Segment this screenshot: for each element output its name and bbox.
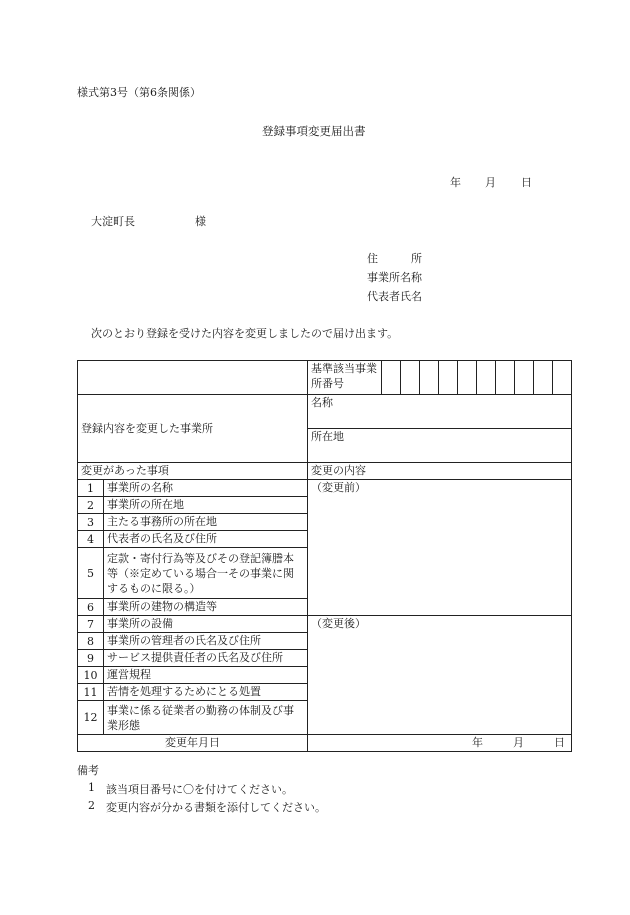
item-label: 定款・寄付行為等及びその登記簿謄本等（※定めている場合一その事業に関するものに限る。） (104, 548, 308, 599)
change-date-field[interactable] (308, 735, 572, 752)
change-date-label: 変更年月日 (78, 735, 308, 752)
items-header: 変更があった事項 (78, 463, 308, 480)
office-name-field[interactable] (308, 395, 572, 429)
item-label: 主たる事務所の所在地 (104, 514, 308, 531)
intro-text: 次のとおり登録を受けた内容を変更しましたので届け出ます。 (91, 327, 399, 340)
change-date-year: 年 (472, 736, 483, 749)
office-number-label: 基準該当事業所番号 (308, 361, 382, 395)
addressee-honorific: 様 (195, 215, 206, 228)
before-change-field[interactable] (308, 480, 572, 616)
content-header: 変更の内容 (308, 463, 572, 480)
office-number-digit-7[interactable] (496, 361, 515, 395)
change-form-table (77, 360, 572, 752)
note-number: 1 (88, 781, 95, 794)
before-label: （変更前） (311, 481, 366, 494)
change-date-day: 日 (554, 736, 565, 749)
representative-label: 代表者氏名 (367, 290, 422, 303)
item-number[interactable]: 8 (78, 633, 104, 650)
item-label: 事業所の建物の構造等 (104, 599, 308, 616)
item-label: 事業に係る従業者の勤務の体制及び事業形態 (104, 701, 308, 735)
note-text: 変更内容が分かる書類を添付してください。 (106, 801, 326, 814)
office-number-digit-5[interactable] (458, 361, 477, 395)
item-label: 事業所の名称 (104, 480, 308, 497)
addressee-name: 大淀町長 (91, 215, 135, 228)
item-number[interactable]: 12 (78, 701, 104, 735)
office-name-label: 事業所名称 (367, 271, 422, 284)
name-label: 名称 (311, 396, 333, 409)
location-label: 所在地 (311, 430, 344, 443)
form-id: 様式第3号（第6条関係） (77, 86, 201, 99)
after-change-field[interactable] (308, 616, 572, 735)
notes-heading: 備考 (77, 764, 99, 777)
item-number[interactable]: 1 (78, 480, 104, 497)
item-label: 事業所の所在地 (104, 497, 308, 514)
item-number[interactable]: 2 (78, 497, 104, 514)
item-label: 事業所の設備 (104, 616, 308, 633)
office-number-digit-6[interactable] (477, 361, 496, 395)
item-label: 代表者の氏名及び住所 (104, 531, 308, 548)
date-month: 月 (485, 176, 496, 189)
office-number-digit-4[interactable] (439, 361, 458, 395)
item-label: 事業所の管理者の氏名及び住所 (104, 633, 308, 650)
blank-cell (78, 361, 308, 395)
office-number-digit-1[interactable] (382, 361, 401, 395)
item-number[interactable]: 4 (78, 531, 104, 548)
note-number: 2 (88, 799, 95, 812)
office-number-digit-8[interactable] (515, 361, 534, 395)
item-number[interactable]: 3 (78, 514, 104, 531)
date-year: 年 (450, 176, 461, 189)
office-number-digit-3[interactable] (420, 361, 439, 395)
item-number[interactable]: 5 (78, 548, 104, 599)
page-title: 登録事項変更届出書 (262, 124, 366, 138)
item-number[interactable]: 11 (78, 684, 104, 701)
change-date-month: 月 (513, 736, 524, 749)
office-location-field[interactable] (308, 429, 572, 463)
office-number-digit-9[interactable] (534, 361, 553, 395)
item-number[interactable]: 6 (78, 599, 104, 616)
item-number[interactable]: 10 (78, 667, 104, 684)
office-number-digit-2[interactable] (401, 361, 420, 395)
changed-office-label: 登録内容を変更した事業所 (78, 395, 308, 463)
item-label: 運営規程 (104, 667, 308, 684)
item-label: 苦情を処理するためにとる処置 (104, 684, 308, 701)
item-number[interactable]: 7 (78, 616, 104, 633)
note-text: 該当項目番号に〇を付けてください。 (106, 783, 293, 796)
item-number[interactable]: 9 (78, 650, 104, 667)
item-label: サービス提供責任者の氏名及び住所 (104, 650, 308, 667)
office-number-digit-10[interactable] (553, 361, 572, 395)
date-day: 日 (521, 176, 532, 189)
after-label: （変更後） (311, 617, 366, 630)
address-label: 住 所 (367, 252, 422, 265)
